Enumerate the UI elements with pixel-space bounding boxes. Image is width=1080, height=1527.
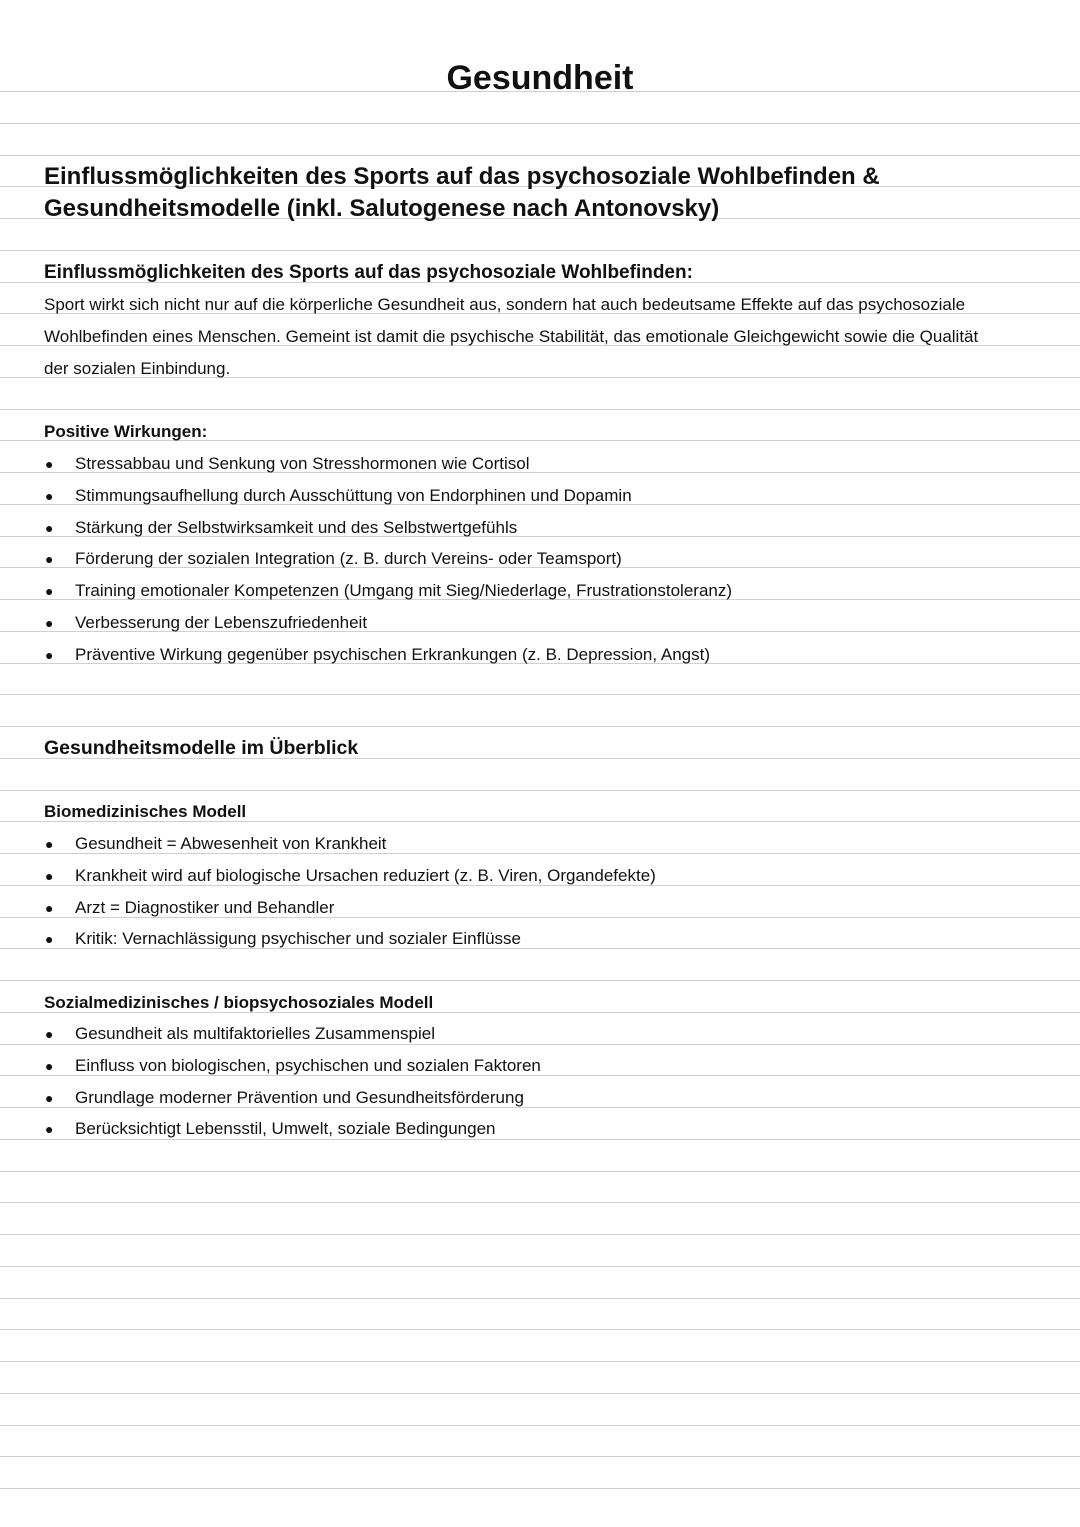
list-item: [44, 1113, 496, 1145]
rule-line: [0, 250, 1080, 251]
rule-line: [0, 1329, 1080, 1330]
bullet-icon: ●: [45, 615, 54, 631]
rule-line: [0, 1361, 1080, 1362]
rule-line: [0, 1456, 1080, 1457]
list-item-text: Training emotionaler Kompetenzen (Umgang mit Sieg/Niederlage, Frustrationstoleranz): [75, 581, 733, 600]
list-item: [44, 1050, 541, 1082]
bullet-icon: ●: [45, 520, 54, 536]
social-model-title: Sozialmedizinisches / biopsychosoziales Modell: [44, 993, 434, 1012]
rule-line: [0, 1234, 1080, 1235]
positive-effects-title: Positive Wirkungen:: [44, 422, 208, 441]
section1-title: Einflussmöglichkeiten des Sports auf das psychosoziale Wohlbefinden:: [44, 262, 693, 283]
bullet-icon: ●: [45, 583, 54, 599]
list-item: [44, 892, 334, 924]
bullet-icon: ●: [45, 488, 54, 504]
rule-line: [0, 1393, 1080, 1394]
bullet-icon: ●: [45, 551, 54, 567]
list-item: [44, 1018, 435, 1050]
rule-line: [0, 980, 1080, 981]
list-item-text: Verbesserung der Lebenszufriedenheit: [75, 613, 368, 632]
paragraph-line: Wohlbefinden eines Menschen. Gemeint ist damit die psychische Stabilität, das emotionale Gleichgewicht sowie die Qualität: [44, 327, 979, 346]
rule-line: [0, 1171, 1080, 1172]
list-item: [44, 860, 656, 892]
bullet-icon: ●: [45, 647, 54, 663]
rule-line: [0, 1298, 1080, 1299]
list-item: [44, 639, 710, 671]
bullet-icon: ●: [45, 900, 54, 916]
list-item: [44, 607, 367, 639]
bullet-icon: ●: [45, 1058, 54, 1074]
bullet-icon: ●: [45, 931, 54, 947]
bullet-icon: ●: [45, 1026, 54, 1042]
list-item-text: Krankheit wird auf biologische Ursachen reduziert (z. B. Viren, Organdefekte): [75, 866, 656, 885]
list-item: [44, 1082, 524, 1114]
list-item-text: Präventive Wirkung gegenüber psychischen Erkrankungen (z. B. Depression, Angst): [75, 645, 710, 664]
list-item-text: Stimmungsaufhellung durch Ausschüttung von Endorphinen und Dopamin: [75, 486, 632, 505]
rule-line: [0, 1202, 1080, 1203]
section2-title: Gesundheitsmodelle im Überblick: [44, 737, 359, 759]
rule-line: [0, 1488, 1080, 1489]
rule-line: [0, 726, 1080, 727]
bullet-icon: ●: [45, 868, 54, 884]
main-heading-line-1: Einflussmöglichkeiten des Sports auf das psychosoziale Wohlbefinden &: [44, 163, 880, 190]
bullet-icon: ●: [45, 836, 54, 852]
page-title: Gesundheit: [446, 59, 634, 97]
list-item: [44, 575, 732, 607]
list-item-text: Kritik: Vernachlässigung psychischer und sozialer Einflüsse: [75, 929, 522, 948]
list-item-text: Berücksichtigt Lebensstil, Umwelt, soziale Bedingungen: [75, 1119, 496, 1138]
rule-line: [0, 790, 1080, 791]
rule-line: [0, 694, 1080, 695]
list-item: [44, 828, 386, 860]
bullet-icon: ●: [45, 456, 54, 472]
rule-line: [0, 1425, 1080, 1426]
rule-line: [0, 1266, 1080, 1267]
paragraph-line: Sport wirkt sich nicht nur auf die körperliche Gesundheit aus, sondern hat auch bedeutsame Effekte auf das psychosoziale: [44, 295, 966, 314]
list-item: [44, 448, 530, 480]
list-item-text: Förderung der sozialen Integration (z. B. durch Vereins- oder Teamsport): [75, 549, 622, 568]
list-item-text: Grundlage moderner Prävention und Gesundheitsförderung: [75, 1088, 524, 1107]
list-item-text: Arzt = Diagnostiker und Behandler: [75, 898, 335, 917]
biomedical-model-title: Biomedizinisches Modell: [44, 802, 247, 821]
list-item-text: Einfluss von biologischen, psychischen und sozialen Faktoren: [75, 1056, 541, 1075]
main-heading-line-2: Gesundheitsmodelle (inkl. Salutogenese nach Antonovsky): [44, 195, 720, 222]
list-item: [44, 512, 517, 544]
paragraph-line: der sozialen Einbindung.: [44, 359, 231, 378]
list-item-text: Gesundheit als multifaktorielles Zusammenspiel: [75, 1024, 435, 1043]
list-item-text: Stärkung der Selbstwirksamkeit und des Selbstwertgefühls: [75, 518, 518, 537]
rule-line: [0, 409, 1080, 410]
list-item: [44, 543, 622, 575]
bullet-icon: ●: [45, 1121, 54, 1137]
rule-line: [0, 155, 1080, 156]
list-item: [44, 923, 521, 955]
rule-line: [0, 123, 1080, 124]
list-item-text: Stressabbau und Senkung von Stresshormonen wie Cortisol: [75, 454, 530, 473]
bullet-icon: ●: [45, 1090, 54, 1106]
list-item: [44, 480, 632, 512]
list-item-text: Gesundheit = Abwesenheit von Krankheit: [75, 834, 387, 853]
